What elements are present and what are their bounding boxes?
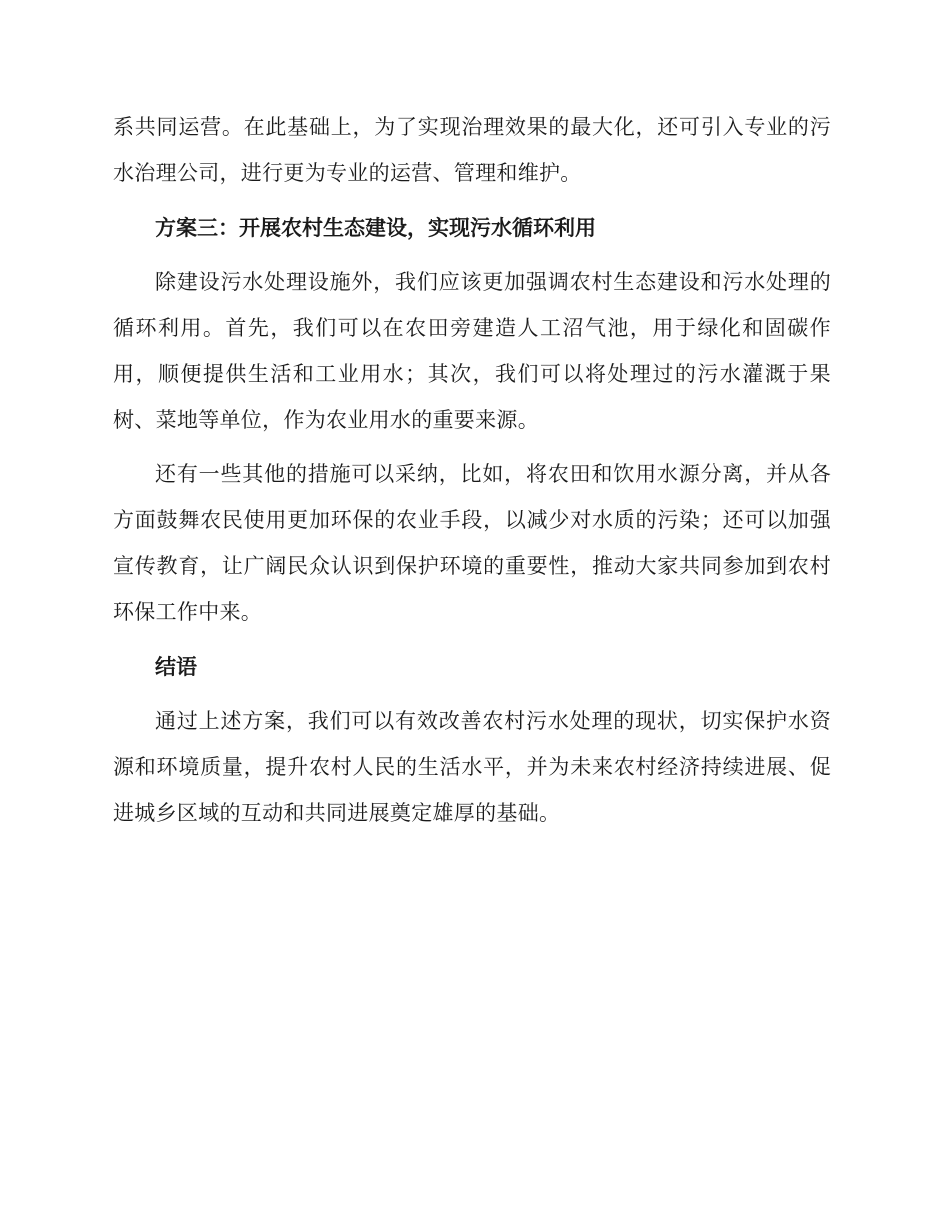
paragraph-conclusion: 通过上述方案，我们可以有效改善农村污水处理的现状，切实保护水资源和环境质量，提升农村人民的生活水平，并为未来农村经济持续进展、促进城乡区域的互动和共同进展奠定雄厚的基础。 (113, 709, 831, 825)
paragraph-eco-construction: 除建设污水处理设施外，我们应该更加强调农村生态建设和污水处理的循环利用。首先，我们可以在农田旁建造人工沼气池，用于绿化和固碳作用，顺便提供生活和工业用水；其次，我们可以将处理过的污水灌溉于果树、菜地等单位，作为农业用水的重要来源。 (113, 270, 831, 432)
paragraph-continued: 系共同运营。在此基础上，为了实现治理效果的最大化，还可引入专业的污水治理公司，进行更为专业的运营、管理和维护。 (113, 115, 831, 185)
paragraph-other-measures: 还有一些其他的措施可以采纳，比如，将农田和饮用水源分离，并从各方面鼓舞农民使用更加环保的农业手段，以减少对水质的污染；还可以加强宣传教育，让广阔民众认识到保护环境的重要性，推动大家共同参加到农村环保工作中来。 (113, 462, 831, 624)
section-heading-plan-three: 方案三：开展农村生态建设，实现污水循环利用 (155, 216, 596, 240)
document-page (113, 104, 831, 836)
section-heading-conclusion: 结语 (155, 655, 197, 679)
